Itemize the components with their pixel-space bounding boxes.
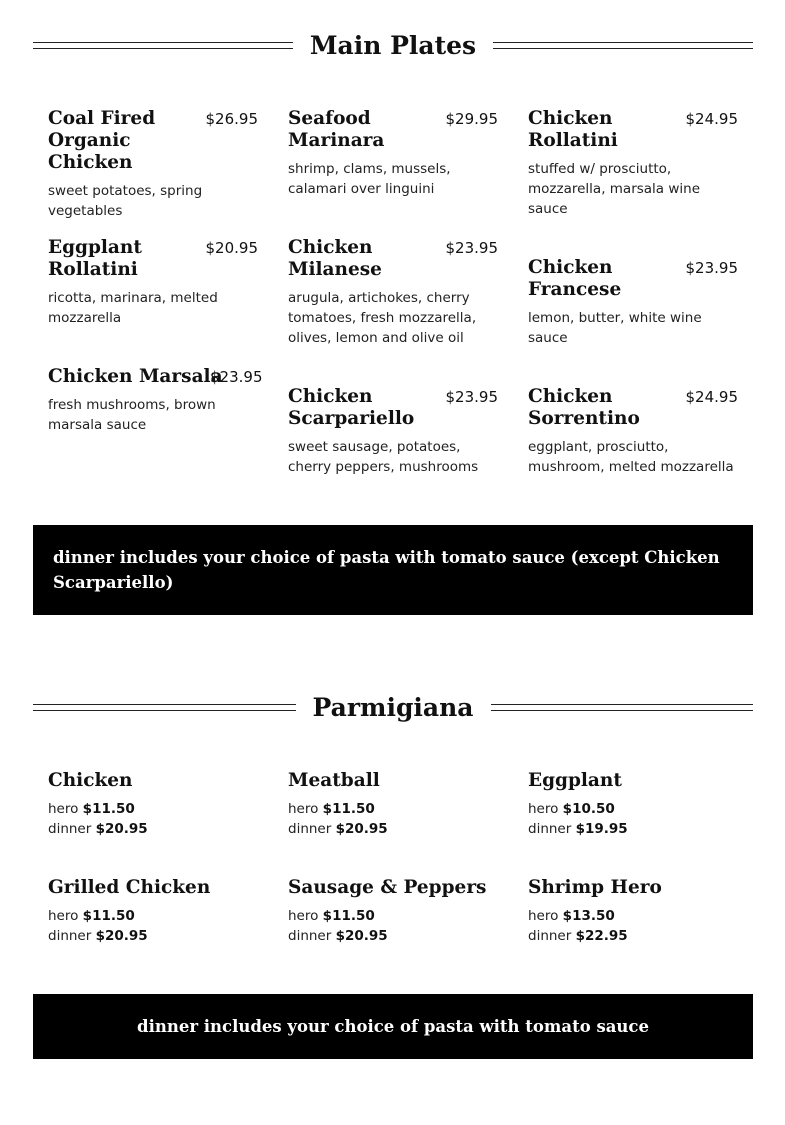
item-price: $20.95: [205, 239, 258, 257]
dinner-price-line: dinner $20.95: [48, 821, 148, 837]
item-price: $29.95: [445, 110, 498, 128]
parm-item: [528, 770, 738, 839]
hero-price: $10.50: [562, 801, 615, 817]
item-price: $23.95: [210, 368, 263, 386]
dinner-price: $20.95: [335, 821, 388, 837]
parm-item: [288, 770, 498, 839]
dinner-price-line: dinner $20.95: [288, 821, 388, 837]
hero-price-line: hero $13.50: [528, 908, 615, 924]
hero-price-line: hero $11.50: [288, 801, 375, 817]
item-description: arugula, artichokes, cherry tomatoes, fresh mozzarella, olives, lemon and olive oil: [288, 290, 477, 346]
hero-price-line: hero $11.50: [288, 908, 375, 924]
item-name: Grilled Chicken: [48, 877, 211, 898]
item-name: Chicken Scarpariello: [288, 386, 415, 429]
menu-item: [48, 237, 258, 328]
hero-price: $11.50: [322, 908, 375, 924]
item-description: ricotta, marinara, melted mozzarella: [48, 290, 218, 326]
parm-item: [48, 770, 258, 839]
dinner-price-line: dinner $19.95: [528, 821, 628, 837]
item-name: Chicken Marsala: [48, 366, 223, 387]
menu-item: [288, 237, 498, 348]
dinner-price: $22.95: [575, 928, 628, 944]
menu-item: [48, 108, 258, 221]
hero-price-line: hero $11.50: [48, 908, 135, 924]
dinner-price: $20.95: [335, 928, 388, 944]
item-price: $24.95: [685, 388, 738, 406]
item-description: stuffed w/ prosciutto, mozzarella, marsala wine sauce: [528, 161, 701, 217]
item-name: Sausage & Peppers: [288, 877, 487, 898]
section-title: Parmigiana: [312, 692, 474, 722]
hero-price: $11.50: [322, 801, 375, 817]
hero-price: $13.50: [562, 908, 615, 924]
item-name: Seafood Marinara: [288, 108, 385, 151]
item-price: $26.95: [205, 110, 258, 128]
item-description: fresh mushrooms, brown marsala sauce: [48, 397, 216, 433]
main-plates-heading: [33, 25, 753, 65]
dinner-price: $20.95: [95, 821, 148, 837]
item-name: Eggplant Rollatini: [48, 237, 142, 280]
menu-item: [288, 108, 498, 199]
item-price: $23.95: [685, 259, 738, 277]
menu-item: [288, 386, 498, 477]
item-name: Eggplant: [528, 770, 622, 791]
item-description: sweet sausage, potatoes, cherry peppers, mushrooms: [288, 439, 479, 475]
item-name: Chicken Francese: [528, 257, 622, 300]
heading-rule-left: [33, 704, 296, 711]
parm-item: [48, 877, 258, 946]
menu-item: [48, 366, 263, 435]
main-plates-note: dinner includes your choice of pasta with tomato sauce (except Chicken Scarpariello): [33, 525, 753, 615]
dinner-price: $20.95: [95, 928, 148, 944]
dinner-price-line: dinner $22.95: [528, 928, 628, 944]
item-name: Chicken Sorrentino: [528, 386, 640, 429]
item-description: eggplant, prosciutto, mushroom, melted mozzarella: [528, 439, 734, 475]
item-price: $23.95: [445, 388, 498, 406]
item-description: shrimp, clams, mussels, calamari over linguini: [288, 161, 451, 197]
dinner-price-line: dinner $20.95: [48, 928, 148, 944]
parmigiana-note: dinner includes your choice of pasta with tomato sauce: [33, 994, 753, 1059]
item-name: Coal Fired Organic Chicken: [48, 108, 156, 173]
heading-rule-right: [493, 42, 753, 49]
hero-price: $11.50: [82, 801, 135, 817]
item-name: Meatball: [288, 770, 380, 791]
parm-item: [288, 877, 508, 946]
heading-rule-left: [33, 42, 293, 49]
hero-price-line: hero $11.50: [48, 801, 135, 817]
item-description: sweet potatoes, spring vegetables: [48, 183, 203, 219]
menu-item: [528, 386, 738, 477]
parm-item: [528, 877, 738, 946]
item-name: Chicken: [48, 770, 133, 791]
item-price: $23.95: [445, 239, 498, 257]
item-name: Chicken Milanese: [288, 237, 382, 280]
hero-price: $11.50: [82, 908, 135, 924]
dinner-price-line: dinner $20.95: [288, 928, 388, 944]
hero-price-line: hero $10.50: [528, 801, 615, 817]
item-name: Chicken Rollatini: [528, 108, 618, 151]
menu-item: [528, 257, 738, 348]
item-price: $24.95: [685, 110, 738, 128]
menu-item: [528, 108, 738, 219]
item-description: lemon, butter, white wine sauce: [528, 310, 702, 346]
heading-rule-right: [491, 704, 754, 711]
parmigiana-heading: [33, 687, 753, 727]
item-name: Shrimp Hero: [528, 877, 662, 898]
section-title: Main Plates: [309, 30, 477, 60]
dinner-price: $19.95: [575, 821, 628, 837]
